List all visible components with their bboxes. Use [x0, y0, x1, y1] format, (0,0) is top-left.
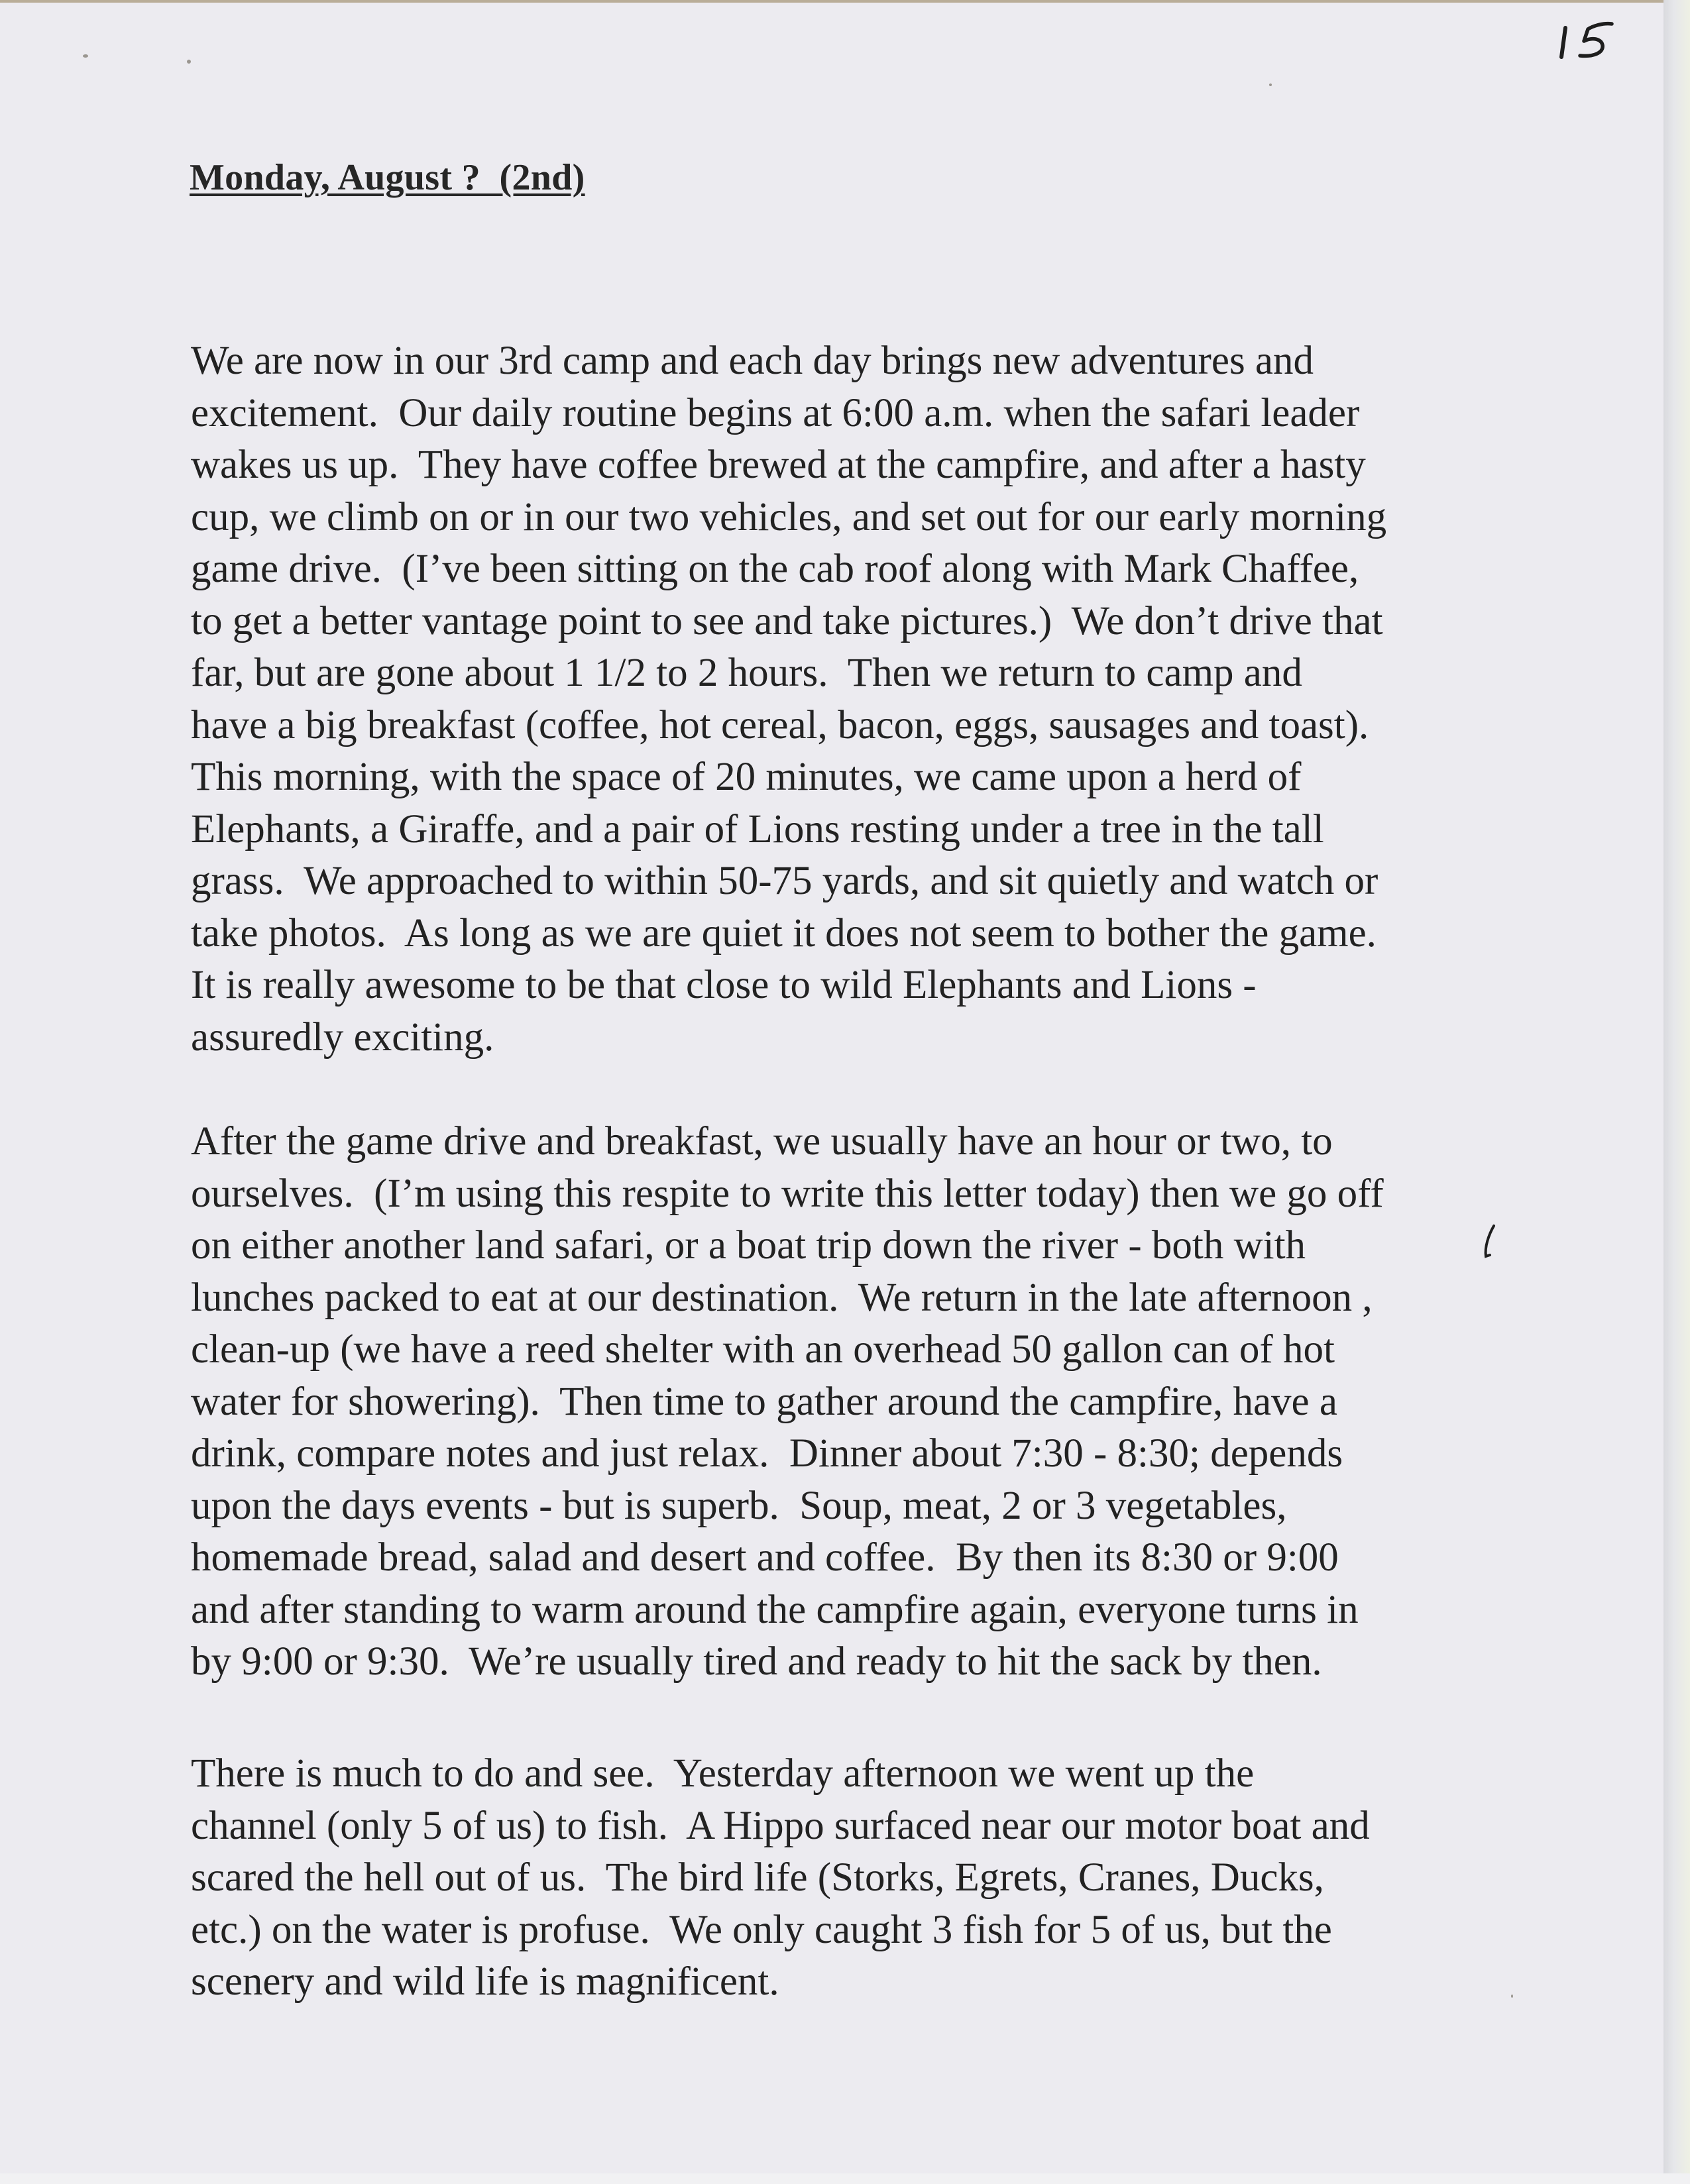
text-line: After the game drive and breakfast, we usually have an hour or two, to [191, 1119, 1333, 1164]
page-heading: Monday, August ? (2nd) [190, 157, 585, 198]
text-line: drink, compare notes and just relax. Dinner about 7:30 - 8:30; depends [191, 1431, 1343, 1476]
text-line: on either another land safari, or a boat trip down the river - both with [191, 1223, 1306, 1268]
text-line: homemade bread, salad and desert and coffee. By then its 8:30 or 9:00 [191, 1535, 1339, 1580]
text-line: It is really awesome to be that close to wild Elephants and Lions - [191, 963, 1257, 1007]
text-line: by 9:00 or 9:30. We’re usually tired and ready to hit the sack by then. [191, 1639, 1322, 1684]
text-line: channel (only 5 of us) to fish. A Hippo surfaced near our motor boat and [191, 1803, 1370, 1848]
paper-speck [1269, 83, 1272, 86]
text-line: excitement. Our daily routine begins at 6:00 a.m. when the safari leader [191, 390, 1360, 435]
handwritten-margin-mark [1479, 1222, 1499, 1262]
text-line: have a big breakfast (coffee, hot cereal, bacon, eggs, sausages and toast). [191, 702, 1369, 747]
text-line: lunches packed to eat at our destination. We return in the late afternoon , [191, 1275, 1373, 1320]
text-line: game drive. (I’ve been sitting on the cab roof along with Mark Chaffee, [191, 547, 1359, 591]
text-line: grass. We approached to within 50-75 yards, and sit quietly and watch or [191, 859, 1379, 903]
text-line: cup, we climb on or in our two vehicles, and set out for our early morning [191, 494, 1387, 539]
text-line: far, but are gone about 1 1/2 to 2 hours. Then we return to camp and [191, 651, 1302, 695]
text-line: take photos. As long as we are quiet it does not seem to bother the game. [191, 910, 1377, 956]
text-line: ourselves. (I’m using this respite to write this letter today) then we go off [191, 1171, 1384, 1216]
paragraph [191, 1116, 1384, 1688]
text-line: to get a better vantage point to see and take pictures.) We don’t drive that [191, 598, 1383, 643]
text-line: assuredly exciting. [191, 1014, 494, 1060]
text-line: wakes us up. They have coffee brewed at the campfire, and after a hasty [191, 443, 1366, 487]
paragraph [191, 335, 1386, 1064]
paper-speck [187, 60, 191, 64]
text-line: etc.) on the water is profuse. We only caught 3 fish for 5 of us, but the [191, 1907, 1332, 1952]
text-line: scenery and wild life is magnificent. [191, 1959, 779, 2004]
paper-speck [1511, 1994, 1513, 1998]
text-line: upon the days events - but is superb. Soup, meat, 2 or 3 vegetables, [191, 1483, 1287, 1528]
text-line: We are now in our 3rd camp and each day brings new adventures and [191, 339, 1314, 383]
paper-speck [83, 54, 88, 58]
text-line: There is much to do and see. Yesterday afternoon we went up the [191, 1751, 1255, 1796]
scan-edge-right [1663, 0, 1690, 2184]
text-line: Elephants, a Giraffe, and a pair of Lions resting under a tree in the tall [191, 806, 1324, 851]
handwritten-page-number [1551, 16, 1630, 62]
text-line: and after standing to warm around the campfire again, everyone turns in [191, 1587, 1359, 1632]
text-line: clean-up (we have a reed shelter with an overhead 50 gallon can of hot [191, 1327, 1335, 1372]
text-line: scared the hell out of us. The bird life (Storks, Egrets, Cranes, Ducks, [191, 1855, 1324, 1900]
scan-edge-bottom [0, 2173, 1690, 2184]
paragraph [191, 1748, 1370, 2008]
text-line: This morning, with the space of 20 minutes, we came upon a herd of [191, 755, 1302, 799]
text-line: water for showering). Then time to gather around the campfire, have a [191, 1379, 1337, 1424]
